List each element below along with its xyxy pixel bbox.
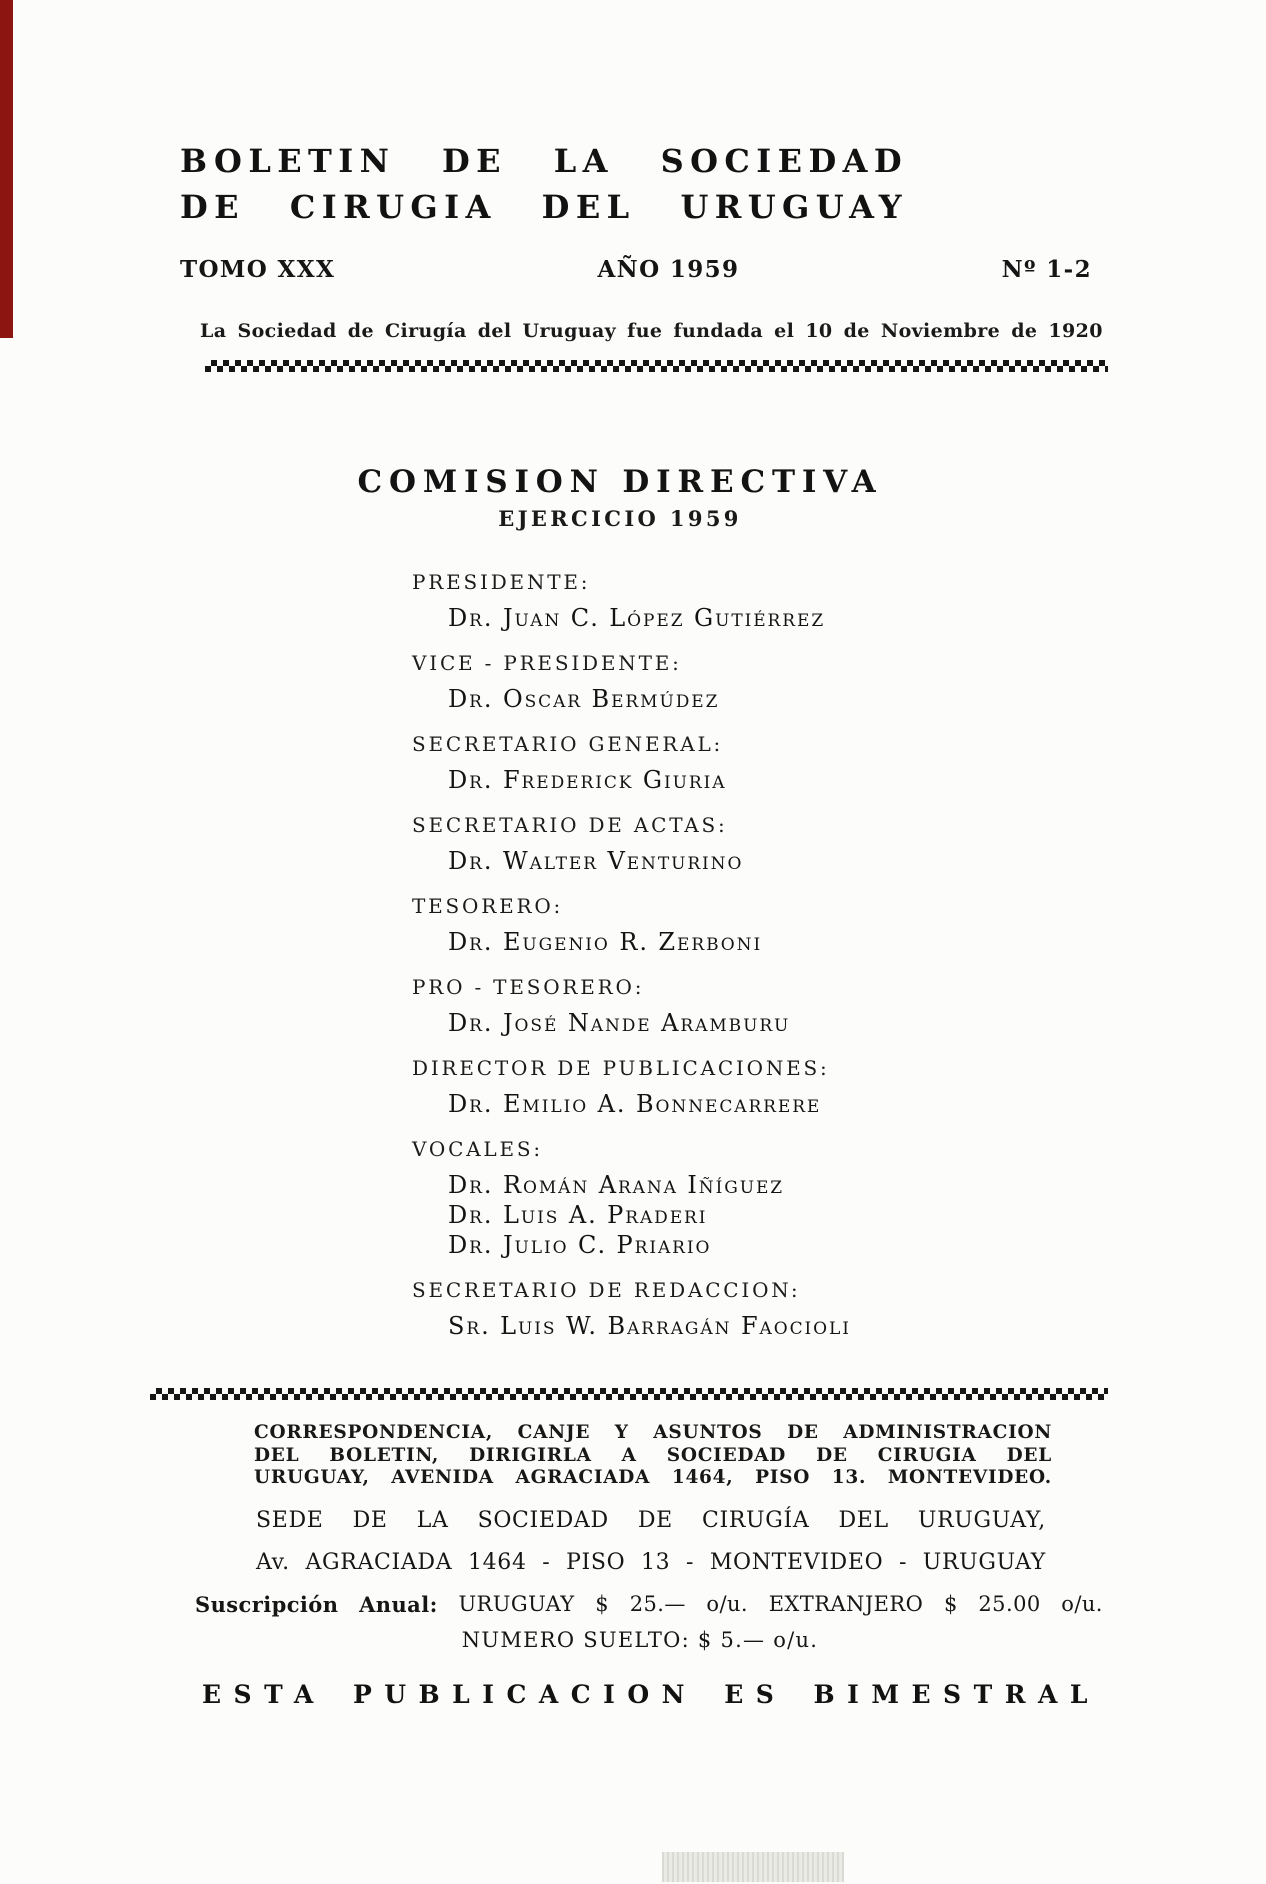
committee-entry-tesorero <box>412 894 972 957</box>
journal-title-line1: BOLETIN DE LA SOCIEDAD <box>180 142 908 180</box>
red-margin-stripe <box>0 0 13 338</box>
checkered-divider-top <box>205 360 1108 372</box>
member-name: Dr. Román Arana Iñíguez <box>448 1171 785 1199</box>
member-name: Sr. Luis W. Barragán Faocioli <box>448 1312 851 1340</box>
founding-note: La Sociedad de Cirugía del Uruguay fue fundada el 10 de Noviembre de 1920 <box>200 320 1103 342</box>
checkered-divider-bottom <box>150 1388 1108 1400</box>
member-name: Dr. Juan C. López Gutiérrez <box>448 604 826 632</box>
role-label: SECRETARIO GENERAL: <box>412 732 724 756</box>
committee-entry-director-publicaciones <box>412 1056 972 1119</box>
member-name: Dr. Oscar Bermúdez <box>448 685 720 713</box>
society-address-line2: Av. AGRACIADA 1464 - PISO 13 - MONTEVIDEO - URUGUAY <box>256 1550 1046 1575</box>
member-name: Dr. José Nande Aramburu <box>448 1009 791 1037</box>
role-label: SECRETARIO DE ACTAS: <box>412 813 728 837</box>
committee-entry-secretario-general <box>412 732 972 795</box>
role-label: SECRETARIO DE REDACCION: <box>412 1278 801 1302</box>
committee-entry-pro-tesorero <box>412 975 972 1038</box>
society-address <box>256 1500 1046 1584</box>
single-issue-price-line: NUMERO SUELTO: $ 5.— o/u. <box>461 1628 819 1652</box>
committee-entry-presidente <box>412 570 972 633</box>
role-label: PRO - TESORERO: <box>412 975 645 999</box>
periodicity-line: ESTA PUBLICACION ES BIMESTRAL <box>202 1680 1100 1709</box>
member-name: Dr. Julio C. Priario <box>448 1231 712 1259</box>
volume-label: TOMO XXX <box>180 256 336 283</box>
role-label: DIRECTOR DE PUBLICACIONES: <box>412 1056 830 1080</box>
role-label: PRESIDENTE: <box>412 570 591 594</box>
committee-entry-vocales <box>412 1137 972 1260</box>
member-name: Dr. Luis A. Praderi <box>448 1201 708 1229</box>
committee-list <box>412 570 972 1359</box>
member-name: Dr. Eugenio R. Zerboni <box>448 928 763 956</box>
member-name: Dr. Frederick Giuria <box>448 766 727 794</box>
committee-heading: COMISION DIRECTIVA <box>357 464 883 500</box>
role-label: VICE - PRESIDENTE: <box>412 651 682 675</box>
year-label: AÑO 1959 <box>597 256 740 283</box>
journal-title-line2: DE CIRUGIA DEL URUGUAY <box>180 188 908 226</box>
committee-entry-secretario-actas <box>412 813 972 876</box>
issue-number-label: Nº 1-2 <box>1001 256 1092 283</box>
committee-entry-vice-presidente <box>412 651 972 714</box>
correspondence-note <box>254 1422 1052 1490</box>
scan-artifact-smudge <box>662 1852 844 1882</box>
role-label: VOCALES: <box>412 1137 543 1161</box>
correspondence-line1: CORRESPONDENCIA, CANJE Y ASUNTOS DE ADMINISTRACION <box>254 1422 1052 1443</box>
member-name: Dr. Emilio A. Bonnecarrere <box>448 1090 822 1118</box>
correspondence-line2: DEL BOLETIN, DIRIGIRLA A SOCIEDAD DE CIRUGIA DEL <box>254 1444 1052 1466</box>
issue-meta-row <box>180 256 1092 283</box>
subscription-price-line: Suscripción Anual: URUGUAY $ 25.— o/u. EXTRANJERO $ 25.00 o/u. <box>195 1592 1103 1617</box>
correspondence-line3: URUGUAY, AVENIDA AGRACIADA 1464, PISO 13. MONTEVIDEO. <box>254 1467 1052 1488</box>
role-label: TESORERO: <box>412 894 564 918</box>
society-address-line1: SEDE DE LA SOCIEDAD DE CIRUGÍA DEL URUGUAY, <box>256 1508 1046 1533</box>
committee-entry-secretario-redaccion <box>412 1278 972 1341</box>
member-name: Dr. Walter Venturino <box>448 847 744 875</box>
committee-subheading: EJERCICIO 1959 <box>498 506 742 531</box>
journal-title <box>180 138 908 230</box>
